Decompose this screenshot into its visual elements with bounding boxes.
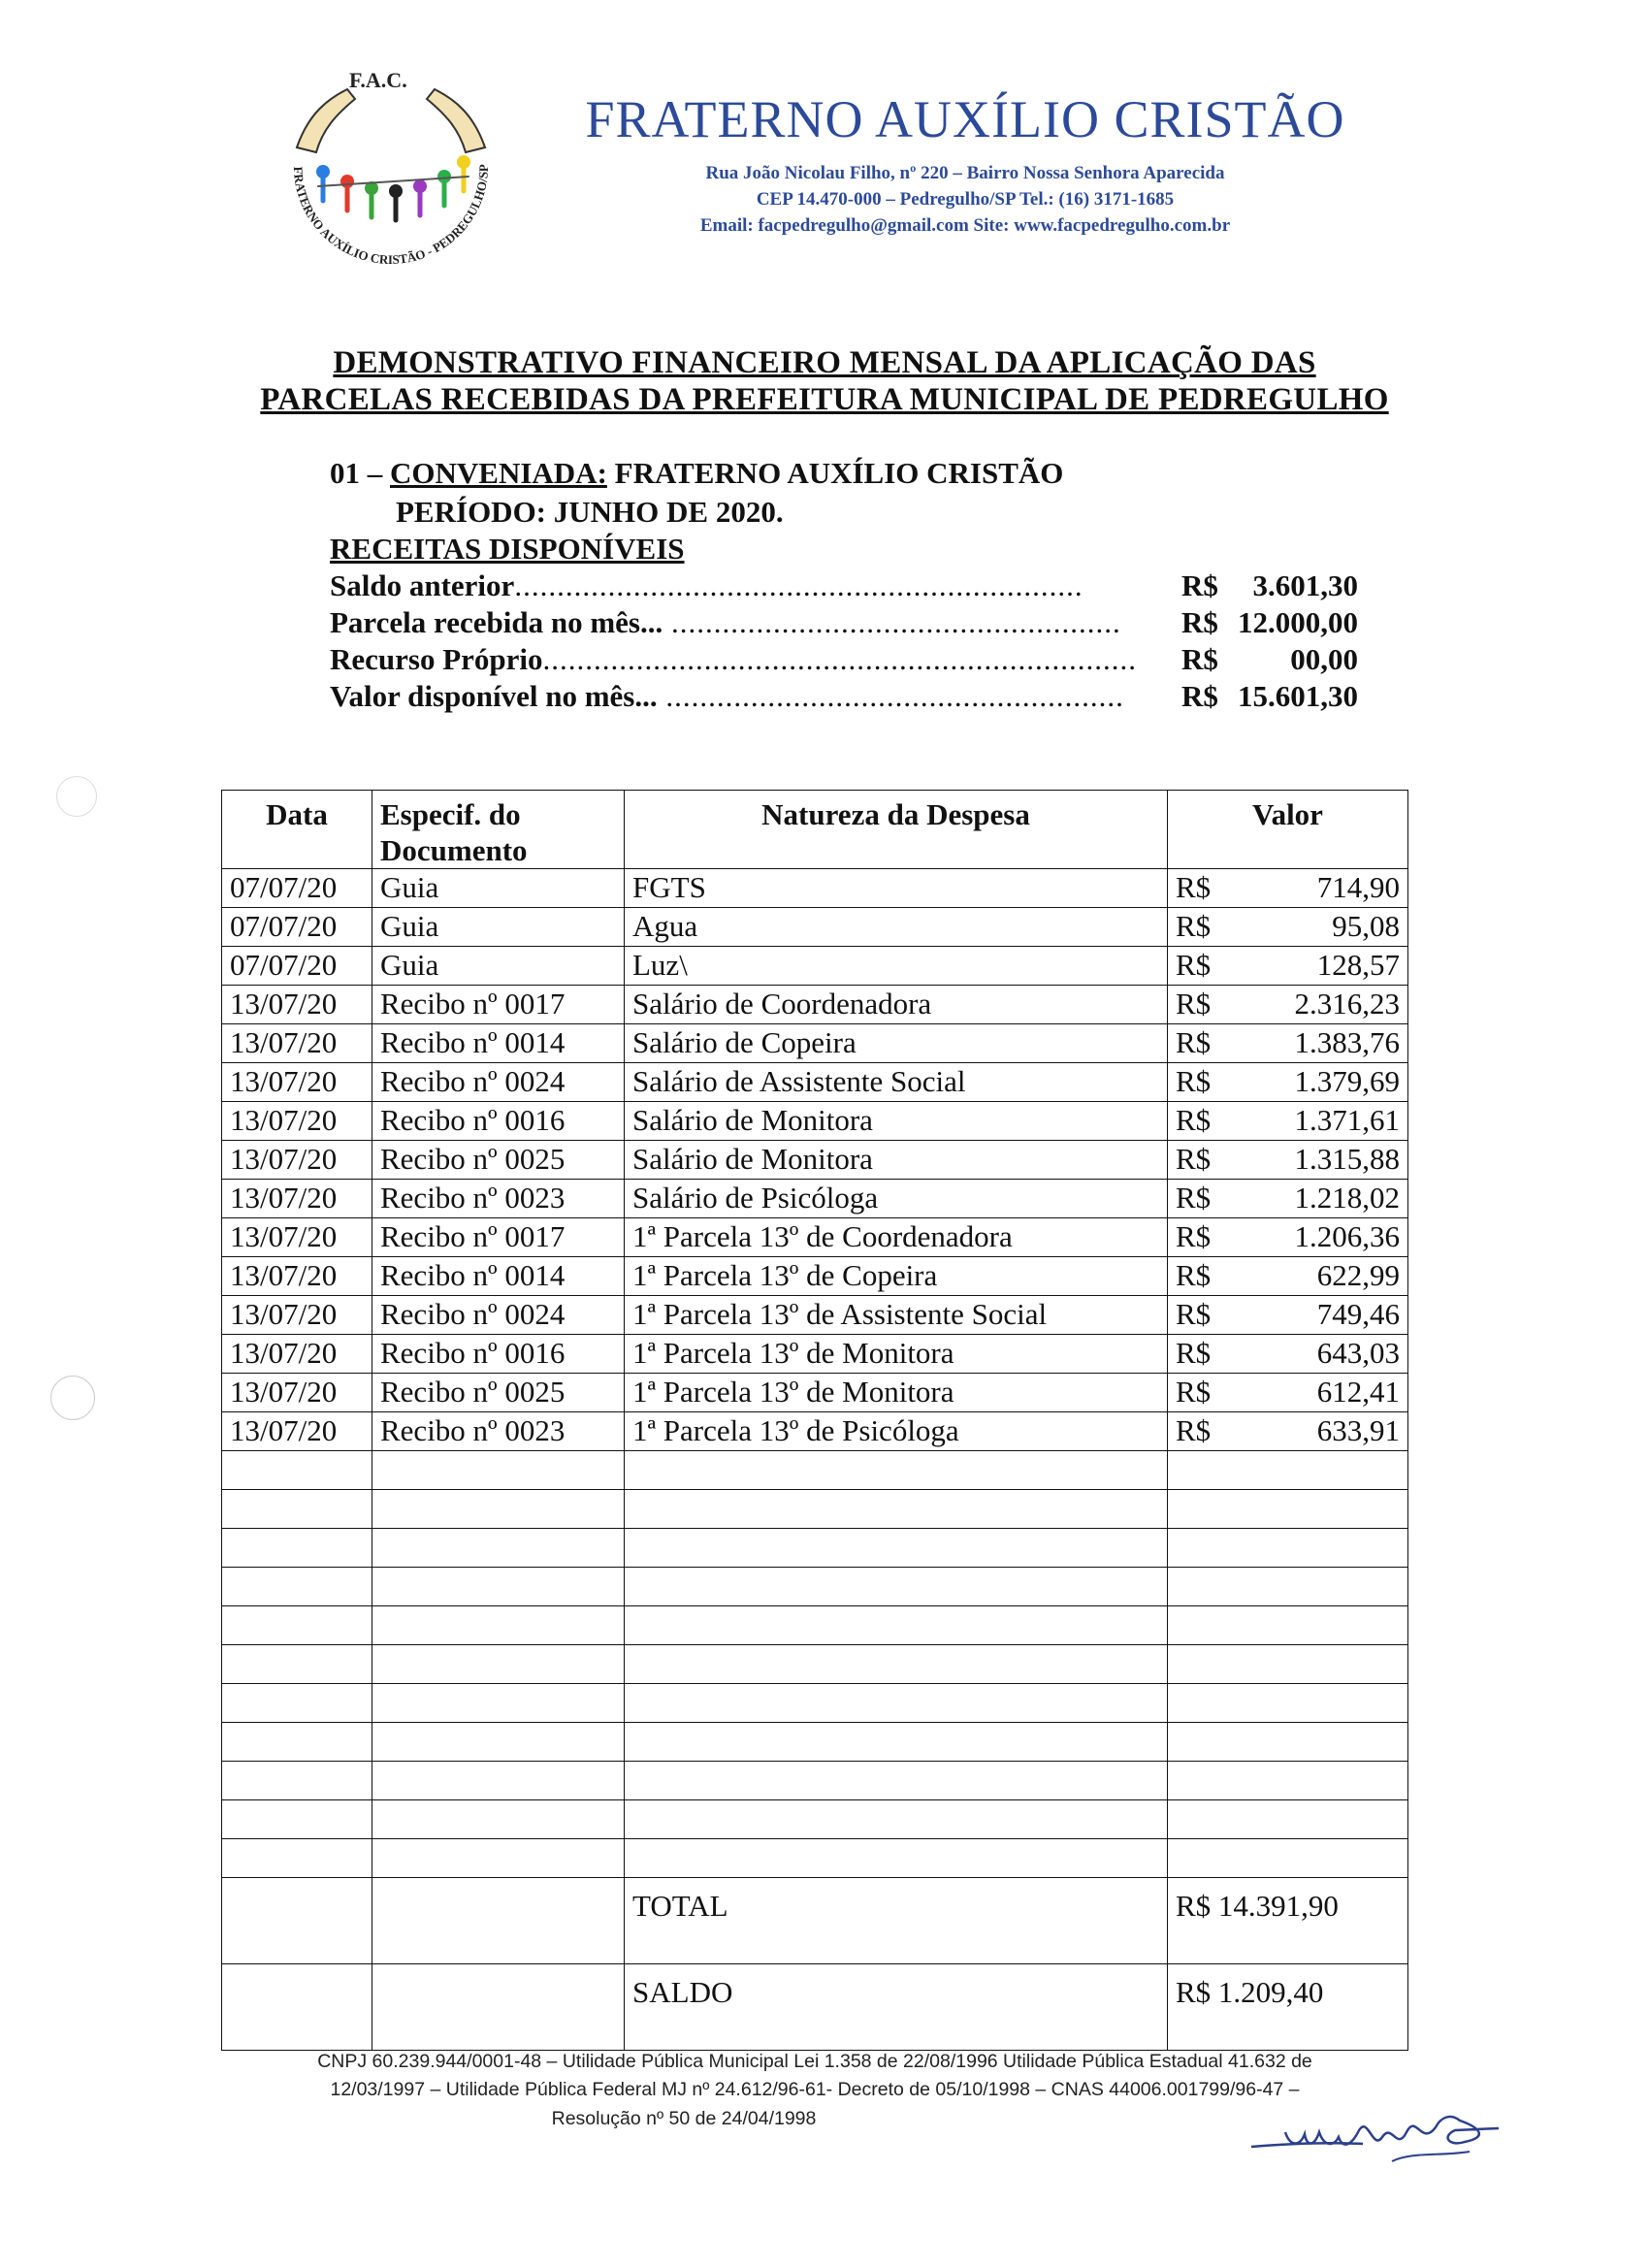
cell-nature: Salário de Monitora xyxy=(625,1102,1168,1141)
receita-label: Recurso Próprio...................................................................... xyxy=(330,642,1138,676)
cell-document: Recibo nº 0024 xyxy=(372,1063,625,1102)
receita-currency: R$ xyxy=(1181,568,1218,602)
total-label: TOTAL xyxy=(625,1878,1168,1964)
cell-amount: 1.371,61 xyxy=(1294,1103,1400,1137)
empty-table-row xyxy=(222,1606,1408,1645)
org-contact: Email: facpedregulho@gmail.com Site: www.facpedregulho.com.br xyxy=(699,215,1231,236)
cell-date: 13/07/20 xyxy=(222,1180,372,1218)
receita-label: Parcela recebida no mês... ..................................................... xyxy=(330,605,1121,639)
cell-currency: R$ xyxy=(1176,1258,1212,1292)
table-row xyxy=(222,1335,1408,1374)
cell-date: 13/07/20 xyxy=(222,1374,372,1412)
cell-document: Guia xyxy=(372,869,625,908)
cell-nature: 1ª Parcela 13º de Coordenadora xyxy=(625,1218,1168,1257)
fac-logo xyxy=(270,60,512,303)
table-row xyxy=(222,1218,1408,1257)
cell-value xyxy=(1168,908,1408,947)
receita-value: 3.601,30 xyxy=(1252,568,1358,602)
saldo-value: R$ 1.209,40 xyxy=(1168,1964,1408,2051)
expense-table xyxy=(221,790,1408,2051)
cell-document: Recibo nº 0023 xyxy=(372,1180,625,1218)
cell-value xyxy=(1168,1296,1408,1335)
table-row xyxy=(222,1141,1408,1180)
empty-table-row xyxy=(222,1762,1408,1800)
cell-date: 13/07/20 xyxy=(222,1257,372,1296)
cell-document: Recibo nº 0024 xyxy=(372,1296,625,1335)
cell-value xyxy=(1168,1102,1408,1141)
logo-ring-text: FRATERNO AUXÍLIO CRISTÃO - PEDREGULHO/SP xyxy=(290,164,492,268)
table-row xyxy=(222,1063,1408,1102)
punch-hole-mark xyxy=(56,776,97,817)
cell-value xyxy=(1168,1218,1408,1257)
conveniada-line xyxy=(330,456,1063,491)
cell-currency: R$ xyxy=(1176,1025,1212,1059)
cell-document: Recibo nº 0014 xyxy=(372,1024,625,1063)
header-document: Especif. do Documento xyxy=(372,791,625,869)
receita-currency: R$ xyxy=(1181,605,1218,639)
cell-amount: 612,41 xyxy=(1316,1375,1400,1409)
table-row xyxy=(222,1024,1408,1063)
cell-document: Guia xyxy=(372,947,625,986)
cell-currency: R$ xyxy=(1176,987,1212,1021)
cell-currency: R$ xyxy=(1176,870,1212,904)
cell-value xyxy=(1168,1257,1408,1296)
conveniada-label: CONVENIADA: xyxy=(390,456,607,490)
table-row xyxy=(222,947,1408,986)
cell-document: Recibo nº 0016 xyxy=(372,1335,625,1374)
cell-amount: 1.383,76 xyxy=(1294,1025,1400,1059)
table-row xyxy=(222,908,1408,947)
cell-value xyxy=(1168,986,1408,1024)
handwritten-signature xyxy=(1246,2093,1537,2171)
cell-currency: R$ xyxy=(1176,909,1212,943)
cell-value xyxy=(1168,1024,1408,1063)
cell-date: 07/07/20 xyxy=(222,908,372,947)
empty-table-row xyxy=(222,1800,1408,1839)
cell-date: 13/07/20 xyxy=(222,1141,372,1180)
table-row xyxy=(222,1102,1408,1141)
conveniada-prefix: 01 – xyxy=(330,456,383,490)
punch-hole-mark xyxy=(50,1376,95,1420)
cell-date: 13/07/20 xyxy=(222,1102,372,1141)
empty-table-row xyxy=(222,1684,1408,1723)
receita-label: Valor disponível no mês... ...................................................... xyxy=(330,679,1124,713)
cell-document: Recibo nº 0025 xyxy=(372,1374,625,1412)
footer-line2: 12/03/1997 – Utilidade Pública Federal MJ nº 24.612/96-61- Decreto de 05/10/1998 – CNAS 44006.001799/96-47 – xyxy=(330,2079,1300,2100)
cell-currency: R$ xyxy=(1176,1181,1212,1215)
cell-date: 13/07/20 xyxy=(222,986,372,1024)
cell-date: 13/07/20 xyxy=(222,1335,372,1374)
org-address: Rua João Nicolau Filho, nº 220 – Bairro Nossa Senhora Aparecida xyxy=(705,163,1225,183)
empty-table-row xyxy=(222,1723,1408,1762)
receita-label: Saldo anterior................................................................... xyxy=(330,568,1083,602)
cell-amount: 1.218,02 xyxy=(1294,1181,1400,1215)
cell-value xyxy=(1168,1141,1408,1180)
cell-nature: Salário de Coordenadora xyxy=(625,986,1168,1024)
empty-table-row xyxy=(222,1645,1408,1684)
cell-currency: R$ xyxy=(1176,1219,1212,1253)
receita-value: 15.601,30 xyxy=(1238,679,1358,713)
footer-line3: Resolução nº 50 de 24/04/1998 xyxy=(551,2108,817,2129)
cell-nature: 1ª Parcela 13º de Monitora xyxy=(625,1335,1168,1374)
cell-value xyxy=(1168,1412,1408,1451)
cell-currency: R$ xyxy=(1176,948,1212,982)
cell-amount: 714,90 xyxy=(1316,870,1400,904)
org-name: FRATERNO AUXÍLIO CRISTÃO xyxy=(585,90,1345,148)
cell-nature: Salário de Monitora xyxy=(625,1141,1168,1180)
cell-amount: 2.316,23 xyxy=(1294,987,1400,1021)
cell-value xyxy=(1168,1063,1408,1102)
cell-currency: R$ xyxy=(1176,1413,1212,1447)
cell-document: Recibo nº 0023 xyxy=(372,1412,625,1451)
cell-nature: Luz\ xyxy=(625,947,1168,986)
receita-value: 00,00 xyxy=(1290,642,1358,676)
cell-nature: 1ª Parcela 13º de Assistente Social xyxy=(625,1296,1168,1335)
cell-date: 13/07/20 xyxy=(222,1218,372,1257)
cell-amount: 1.379,69 xyxy=(1294,1064,1400,1098)
cell-nature: Salário de Assistente Social xyxy=(625,1063,1168,1102)
empty-table-row xyxy=(222,1490,1408,1529)
cell-amount: 1.206,36 xyxy=(1294,1219,1400,1253)
table-row xyxy=(222,1296,1408,1335)
cell-currency: R$ xyxy=(1176,1142,1212,1176)
cell-amount: 643,03 xyxy=(1316,1336,1400,1370)
total-value: R$ 14.391,90 xyxy=(1168,1878,1408,1964)
cell-amount: 128,57 xyxy=(1316,948,1400,982)
cell-value xyxy=(1168,1180,1408,1218)
cell-nature: Agua xyxy=(625,908,1168,947)
table-header-row xyxy=(222,791,1408,869)
empty-table-row xyxy=(222,1568,1408,1606)
logo-text: F.A.C. xyxy=(349,68,407,92)
cell-nature: 1ª Parcela 13º de Copeira xyxy=(625,1257,1168,1296)
document-title-line2: PARCELAS RECEBIDAS DA PREFEITURA MUNICIPAL DE PEDREGULHO xyxy=(260,382,1389,417)
table-row xyxy=(222,1180,1408,1218)
cell-date: 13/07/20 xyxy=(222,1024,372,1063)
cell-date: 07/07/20 xyxy=(222,869,372,908)
cell-date: 13/07/20 xyxy=(222,1063,372,1102)
cell-document: Recibo nº 0017 xyxy=(372,986,625,1024)
footer-line1: CNPJ 60.239.944/0001-48 – Utilidade Pública Municipal Lei 1.358 de 22/08/1996 Utilidade Pública Estadual 41.632 de xyxy=(317,2051,1312,2072)
cell-amount: 1.315,88 xyxy=(1294,1142,1400,1176)
empty-table-row xyxy=(222,1839,1408,1878)
cell-nature: Salário de Psicóloga xyxy=(625,1180,1168,1218)
conveniada-name: FRATERNO AUXÍLIO CRISTÃO xyxy=(614,456,1064,490)
cell-currency: R$ xyxy=(1176,1103,1212,1137)
cell-document: Guia xyxy=(372,908,625,947)
cell-value xyxy=(1168,869,1408,908)
expense-table-body xyxy=(222,869,1408,1878)
header-nature: Natureza da Despesa xyxy=(625,791,1168,869)
header-date: Data xyxy=(222,791,372,869)
table-row xyxy=(222,869,1408,908)
cell-nature: Salário de Copeira xyxy=(625,1024,1168,1063)
cell-amount: 95,08 xyxy=(1332,909,1400,943)
cell-value xyxy=(1168,947,1408,986)
cell-nature: 1ª Parcela 13º de Monitora xyxy=(625,1374,1168,1412)
cell-document: Recibo nº 0016 xyxy=(372,1102,625,1141)
saldo-row xyxy=(222,1964,1408,2051)
period-line: PERÍODO: JUNHO DE 2020. xyxy=(396,495,784,529)
cell-date: 07/07/20 xyxy=(222,947,372,986)
cell-nature: 1ª Parcela 13º de Psicóloga xyxy=(625,1412,1168,1451)
cell-currency: R$ xyxy=(1176,1297,1212,1331)
total-row xyxy=(222,1878,1408,1964)
cell-date: 13/07/20 xyxy=(222,1412,372,1451)
table-row xyxy=(222,1257,1408,1296)
empty-table-row xyxy=(222,1451,1408,1490)
cell-amount: 749,46 xyxy=(1316,1297,1400,1331)
cell-currency: R$ xyxy=(1176,1064,1212,1098)
receita-value: 12.000,00 xyxy=(1238,605,1358,639)
cell-currency: R$ xyxy=(1176,1375,1212,1409)
cell-document: Recibo nº 0017 xyxy=(372,1218,625,1257)
table-row xyxy=(222,1374,1408,1412)
saldo-label: SALDO xyxy=(625,1964,1168,2051)
document-title-line1: DEMONSTRATIVO FINANCEIRO MENSAL DA APLICAÇÃO DAS xyxy=(333,345,1316,380)
cell-value xyxy=(1168,1335,1408,1374)
table-row xyxy=(222,986,1408,1024)
receitas-heading: RECEITAS DISPONÍVEIS xyxy=(330,532,685,566)
cell-date: 13/07/20 xyxy=(222,1296,372,1335)
cell-nature: FGTS xyxy=(625,869,1168,908)
cell-document: Recibo nº 0025 xyxy=(372,1141,625,1180)
org-cep-phone: CEP 14.470-000 – Pedregulho/SP Tel.: (16) 3171-1685 xyxy=(756,189,1175,210)
cell-value xyxy=(1168,1374,1408,1412)
cell-amount: 622,99 xyxy=(1316,1258,1400,1292)
table-row xyxy=(222,1412,1408,1451)
cell-currency: R$ xyxy=(1176,1336,1212,1370)
cell-amount: 633,91 xyxy=(1316,1413,1400,1447)
cell-document: Recibo nº 0014 xyxy=(372,1257,625,1296)
receita-currency: R$ xyxy=(1181,679,1218,713)
receita-currency: R$ xyxy=(1181,642,1218,676)
empty-table-row xyxy=(222,1529,1408,1568)
header-value: Valor xyxy=(1168,791,1408,869)
